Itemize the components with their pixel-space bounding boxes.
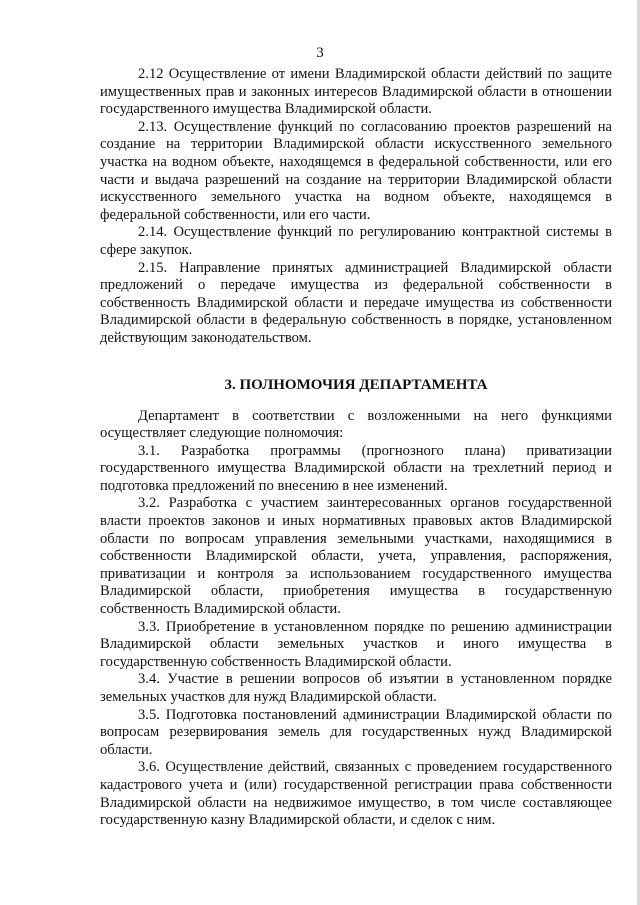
spacer <box>100 394 612 408</box>
document-body <box>100 66 612 830</box>
paragraph-3-1: 3.1. Разработка программы (прогнозного плана) приватизации государственного имущества Владимирской области на трехлетний период и подготовка предложений по внесению в нее изменений. <box>100 442 612 494</box>
paragraph-3-4: 3.4. Участие в решении вопросов об изъятии в установленном порядке земельных участков для нужд Владимирской области. <box>100 671 612 705</box>
paragraph-2-12: 2.12 Осуществление от имени Владимирской области действий по защите имущественных прав и законных интересов Владимирской области в отношении государственного имущества Владимирской области. <box>100 66 612 118</box>
spacer <box>100 348 612 376</box>
paragraph-3-6: 3.6. Осуществление действий, связанных с проведением государственного кадастрового учета и (или) государственной регистрации права собственности Владимирской области на недвижимое имущество, в том числе составляющее государственную казну Владимирской области, и сделок с ним. <box>100 759 612 829</box>
page-number: 3 <box>316 45 324 61</box>
section-heading: 3. ПОЛНОМОЧИЯ ДЕПАРТАМЕНТА <box>224 376 488 393</box>
paragraph-2-13: 2.13. Осуществление функций по согласованию проектов разрешений на создание на территории Владимирской области искусственного земельного участка на водном объекте, находящемся в федеральной собственности, или его части и выдача разрешений на создание на территории Владимирской области искусственного земельного участка на водном объекте, находящемся в федеральной собственности, или его части. <box>100 118 612 223</box>
paragraph-3-2: 3.2. Разработка с участием заинтересованных органов государственной власти проектов законов и иных нормативных правовых актов Владимирской области по вопросам управления земельными участками, находящимися в собственности Владимирской области, учета, управления, распоряжения, приватизации и контроля за использованием государственного имущества Владимирской области, приобретения имущества в государственную собственность Владимирской области. <box>100 495 612 618</box>
paragraph-3-5: 3.5. Подготовка постановлений администрации Владимирской области по вопросам резервирования земель для государственных нужд Владимирской области. <box>100 706 612 758</box>
paragraph-intro: Департамент в соответствии с возложенными на него функциями осуществляет следующие полномочия: <box>100 407 612 442</box>
paragraph-2-15: 2.15. Направление принятых администрацией Владимирской области предложений о передаче имущества из федеральной собственности в собственность Владимирской области и передаче имущества из собственности Владимирской области в федеральную собственность в порядке, установленном действующим законодательством. <box>100 259 612 346</box>
paragraph-3-3: 3.3. Приобретение в установленном порядке по решению администрации Владимирской области земельных участков и иного имущества в государственную собственность Владимирской области. <box>100 618 612 670</box>
paragraph-2-14: 2.14. Осуществление функций по регулированию контрактной системы в сфере закупок. <box>100 224 612 258</box>
